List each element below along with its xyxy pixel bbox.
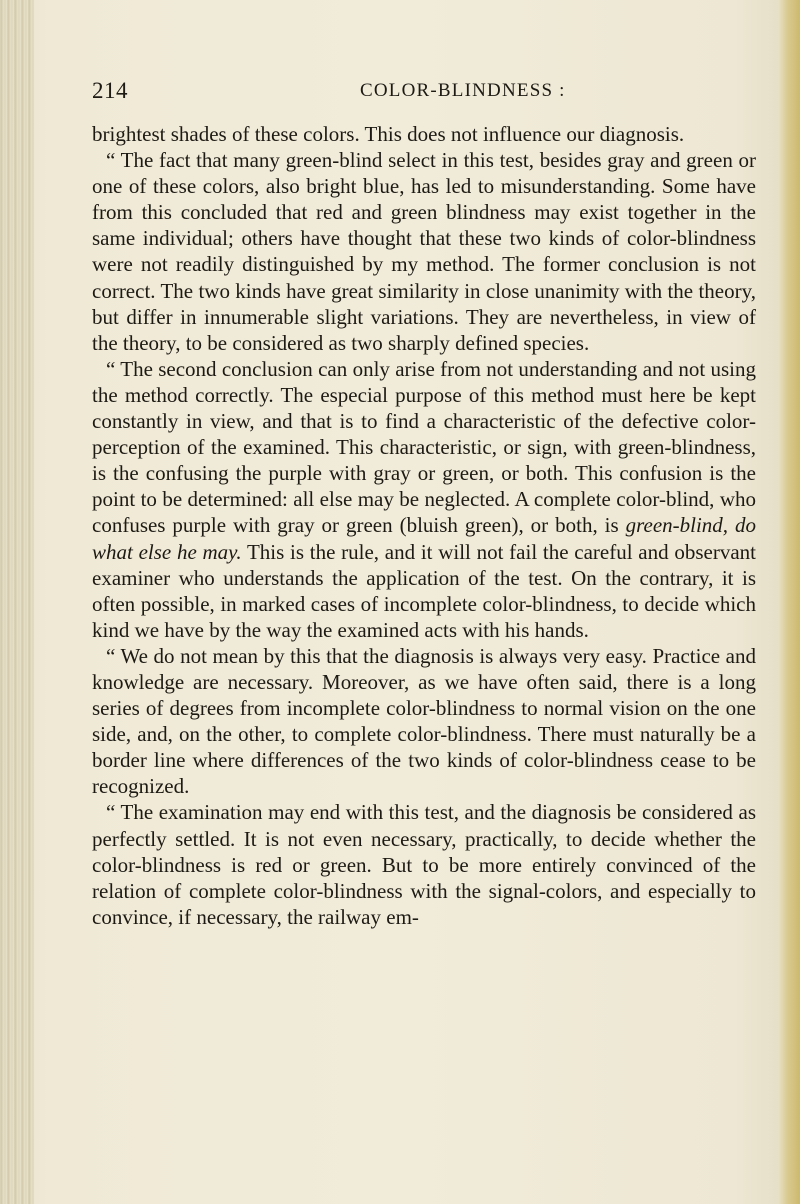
paragraph-text: “ We do not mean by this that the diagnosis is always very easy. Practice and knowledge are necessary. Moreover, as we have often said, there is a long series of degrees from incomplete color-blindness to normal vision on the one side, and, on the other, to complete color-blindness. There must naturally be a border line where differences of the two kinds of color-blindness cease to be recognized. — [92, 643, 756, 799]
paragraph-text: brightest shades of these colors. This does not influence our diagnosis. — [92, 122, 685, 146]
paragraph-text: This is the rule, and it will not fail the careful and observant examiner who understands the application of the test. On the contrary, it is often possible, in marked cases of incomplete color-blindness, to decide which kind we have by the way the examined acts with his hands. — [92, 539, 756, 642]
page-number: 214 — [92, 78, 128, 103]
paragraph — [92, 121, 756, 147]
running-head: COLOR-BLINDNESS : — [360, 80, 566, 101]
italic-phrase: green-blind, do what else he may. — [92, 513, 757, 564]
binding-gutter — [0, 0, 34, 1204]
paragraph-text: “ The fact that many green-blind select in this test, besides gray and green or one of these colors, also bright blue, has led to misunderstanding. Some have from this concluded that red and green blindness may exist together in the same individual; others have thought that these two kinds of color-blindness were not readily distinguished by my method. The former conclusion is not correct. The two kinds have great similarity in close unanimity with the theory, but differ in innumerable slight variations. They are nevertheless, in view of the theory, to be considered as two sharply defined species. — [92, 148, 756, 355]
paragraph-text: “ The examination may end with this test, and the diagnosis be considered as perfectly settled. It is not even necessary, practically, to decide whether the color-blindness is red or green. But to be more entirely convinced of the relation of complete color-blindness with the signal-colors, and especially to convince, if necessary, the railway em- — [92, 800, 756, 929]
paragraph — [92, 356, 756, 643]
page-edge — [778, 0, 800, 1204]
paragraph — [92, 147, 756, 356]
paragraph — [92, 799, 756, 929]
body-text — [92, 121, 756, 930]
paragraph-text: “ The second conclusion can only arise from not understanding and not using the method correctly. The especial purpose of this method must here be kept constantly in view, and that is to find a characteristic of the defective color-perception of the examined. This characteristic, or sign, with green-blindness, is the confusing the purple with gray or green, or both. This confusion is the point to be determined: all else may be neglected. A complete color-blind, who confuses purple with gray or green (bluish green), or both, is — [92, 356, 756, 538]
page-header — [92, 78, 752, 108]
paragraph — [92, 643, 756, 800]
